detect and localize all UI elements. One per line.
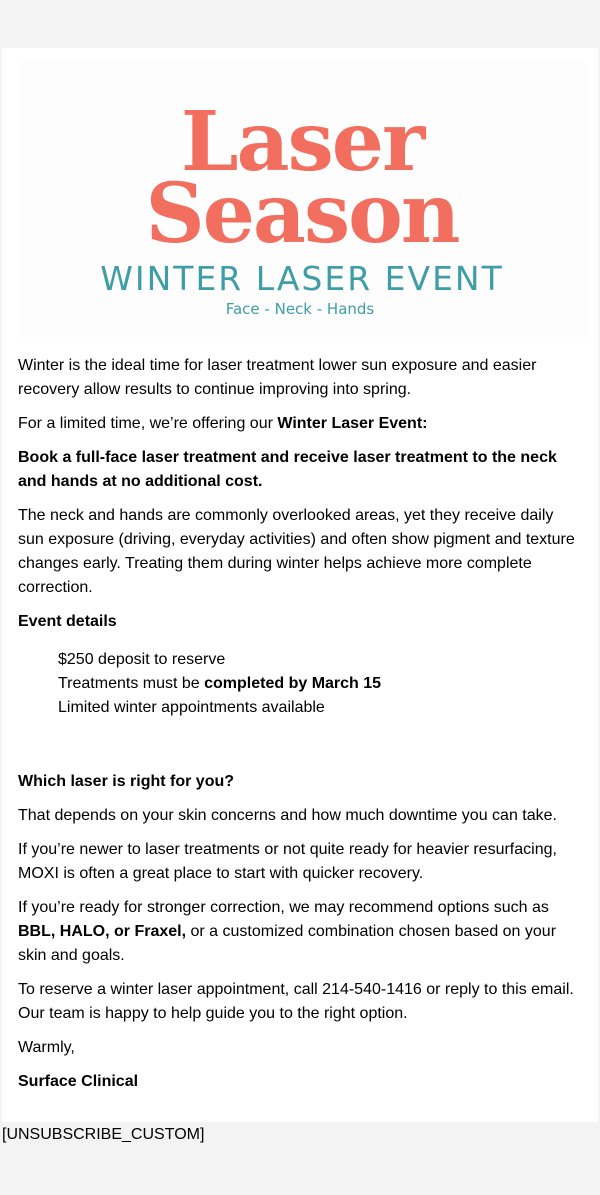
which-laser-heading: Which laser is right for you? [18, 773, 235, 790]
email-body [18, 354, 578, 1104]
offer-event-name: Winter Laser Event: [277, 415, 428, 432]
detail-deadline-prefix: Treatments must be [58, 675, 205, 692]
logo-subtitle: WINTER LASER EVENT [100, 259, 504, 298]
logo-title-line1: Laser [180, 94, 424, 190]
detail-deadline [58, 672, 578, 696]
email-card [2, 48, 598, 1122]
reserve-paragraph: To reserve a winter laser appointment, call 214-540-1416 or reply to this email. Our team is happy to help guide you to the right option. [18, 981, 574, 1022]
event-details-list [58, 648, 578, 720]
neck-hands-paragraph: The neck and hands are commonly overlooked areas, yet they receive daily sun exposure (driving, everyday activities) and often show pigment and texture changes early. Treating them during winter helps achieve more complete correction. [18, 507, 575, 596]
stronger-paragraph [18, 896, 578, 968]
laser-season-logo [18, 62, 586, 342]
signature: Surface Clinical [18, 1073, 139, 1090]
offer-headline: Book a full-face laser treatment and receive laser treatment to the neck and hands at no additional cost. [18, 449, 557, 490]
newer-paragraph: If you’re newer to laser treatments or not quite ready for heavier resurfacing, MOXI is often a great place to start with quicker recovery. [18, 841, 557, 882]
detail-limited: Limited winter appointments available [58, 699, 325, 716]
unsubscribe-link[interactable]: [UNSUBSCRIBE_CUSTOM] [2, 1126, 205, 1143]
logo-title-line2: Season [145, 166, 459, 262]
stronger-prefix: If you’re ready for stronger correction, we may recommend options such as [18, 899, 549, 916]
stronger-options: BBL, HALO, or Fraxel, [18, 923, 187, 940]
intro-paragraph: Winter is the ideal time for laser treatment lower sun exposure and easier recovery allow results to continue improving into spring. [18, 357, 537, 398]
detail-deadline-date: completed by March 15 [204, 675, 382, 692]
section-spacer [18, 720, 578, 770]
event-details-heading: Event details [18, 613, 117, 630]
hero-banner [18, 62, 586, 342]
signoff: Warmly, [18, 1039, 75, 1056]
stronger-suffix: or a customized combination chosen based on your skin and goals. [18, 923, 557, 964]
logo-areas: Face - Neck - Hands [225, 300, 375, 318]
offer-paragraph [18, 412, 578, 436]
detail-deposit: $250 deposit to reserve [58, 651, 226, 668]
offer-prefix: For a limited time, we’re offering our [18, 415, 278, 432]
depends-paragraph: That depends on your skin concerns and how much downtime you can take. [18, 807, 557, 824]
